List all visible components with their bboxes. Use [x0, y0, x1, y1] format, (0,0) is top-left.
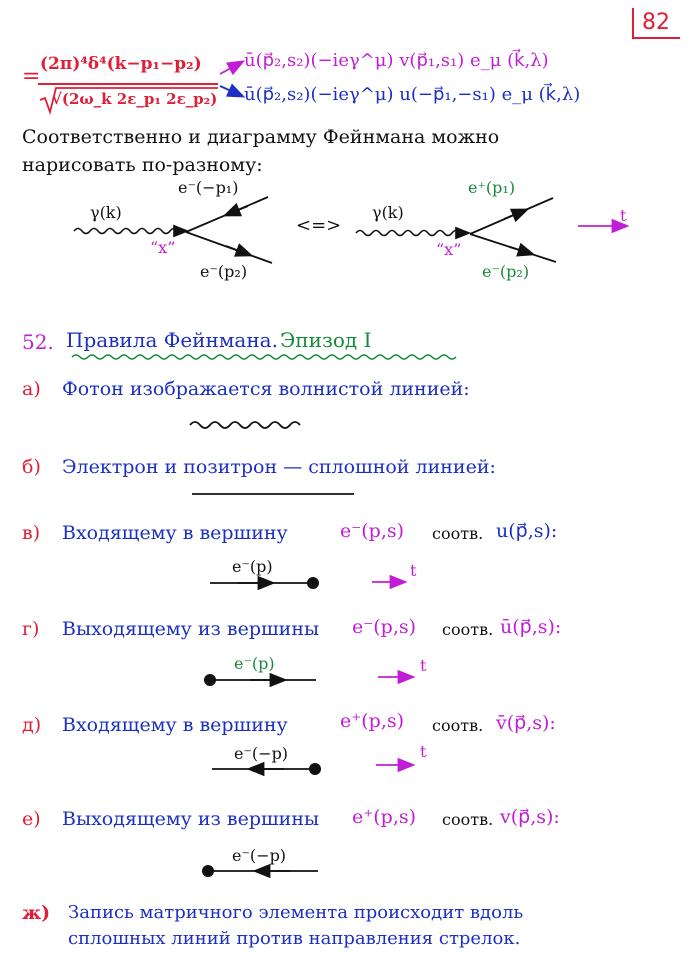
section-title-underline	[72, 355, 456, 359]
rule-d-corr: соотв.	[432, 716, 484, 735]
rule-v-corr: соотв.	[432, 524, 484, 543]
right-photon-wavy-line	[356, 231, 460, 236]
rule-e-corr: соотв.	[442, 810, 494, 829]
rule-zh-letter: ж)	[22, 902, 51, 924]
diagram-right-photon-label: γ(k)	[372, 203, 404, 222]
rule-b-letter: б)	[22, 456, 41, 478]
rule-g-corr: соотв.	[442, 620, 494, 639]
rule-a-text: Фотон изображается волнистой линией:	[62, 378, 470, 400]
equivalence-symbol: <=>	[296, 215, 342, 236]
rule-e-particle: e⁺(p,s)	[352, 806, 417, 828]
diagram-left-vertex-label: “x”	[150, 238, 176, 257]
equals-sign: =	[22, 64, 41, 89]
section-episode: Эпизод I	[280, 328, 372, 352]
formula-numerator: (2π)⁴δ⁴(k−p₁−p₂)	[40, 54, 202, 74]
left-top-fermion-arrow	[226, 206, 248, 215]
rule-e-line-label: e⁻(−p)	[232, 846, 287, 865]
rule-d-spinor: v̄(p⃗,s):	[496, 712, 556, 734]
time-arrow-label: t	[620, 206, 627, 225]
rule-v-time-label: t	[410, 561, 417, 580]
rule-v-line-label: e⁻(p)	[232, 557, 273, 576]
rule-v-particle: e⁻(p,s)	[340, 520, 405, 542]
rule-d-vertex	[309, 763, 321, 775]
formula-term-bottom: ū(p⃗₂,s₂)(−ieγ^μ) u(−p⃗₁,−s₁) e_μ (k⃗,λ)	[244, 84, 581, 105]
formula-denominator: √(2ω_k 2ε_p₁ 2ε_p₂)	[52, 90, 218, 108]
diagram-left-bottom-electron-label: e⁻(p₂)	[200, 262, 248, 281]
diagram-left-top-electron-label: e⁻(−p₁)	[178, 178, 239, 197]
branch-arrow-bottom	[220, 86, 242, 96]
sqrt-sign	[40, 88, 218, 112]
diagram-right-vertex-label: “x”	[436, 240, 462, 259]
rule-e-spinor: v(p⃗,s):	[500, 806, 560, 828]
rule-d-particle: e⁺(p,s)	[340, 710, 405, 732]
rule-v-vertex	[307, 577, 319, 589]
page-number: 82	[632, 8, 680, 39]
rule-g-letter: г)	[22, 618, 40, 640]
rule-d-line-label: e⁻(−p)	[234, 744, 289, 763]
intro-line-2: нарисовать по-разному:	[22, 154, 263, 176]
rule-v-spinor: u(p⃗,s):	[496, 520, 558, 542]
left-bottom-fermion-arrow	[226, 246, 250, 255]
rule-zh-text-line-2: сплошных линий против направления стрелок.	[68, 928, 521, 949]
intro-line-1: Соответственно и диаграмму Фейнмана можно	[22, 126, 500, 148]
rule-e-letter: е)	[22, 808, 41, 830]
rule-d-time-label: t	[420, 742, 427, 761]
rule-g-spinor: ū(p⃗,s):	[500, 616, 562, 638]
right-top-fermion-arrow	[504, 210, 526, 219]
diagram-right-bottom-electron-label: e⁻(p₂)	[482, 262, 530, 281]
rule-g-text: Выходящему из вершины	[62, 618, 320, 640]
rule-g-line-label: e⁻(p)	[234, 654, 275, 673]
rule-e-text: Выходящему из вершины	[62, 808, 320, 830]
rule-a-letter: а)	[22, 378, 41, 400]
section-title: Правила Фейнмана.	[66, 328, 278, 352]
section-number: 52.	[22, 330, 54, 354]
rule-b-text: Электрон и позитрон — сплошной линией:	[62, 456, 496, 478]
rule-d-letter: д)	[22, 714, 42, 736]
rule-g-time-label: t	[420, 656, 427, 675]
photon-wavy-sample	[190, 422, 300, 428]
rule-d-text: Входящему в вершину	[62, 714, 288, 736]
diagram-right-top-positron-label: e⁺(p₁)	[468, 178, 516, 197]
rule-g-particle: e⁻(p,s)	[352, 616, 417, 638]
left-photon-wavy-line	[74, 229, 178, 234]
formula-term-top: ū(p⃗₂,s₂)(−ieγ^μ) v(p⃗₁,s₁) e_μ (k⃗,λ)	[244, 50, 549, 71]
rule-v-letter: в)	[22, 522, 41, 544]
right-bottom-fermion-arrow	[510, 247, 532, 254]
diagram-left-photon-label: γ(k)	[90, 203, 122, 222]
branch-arrow-top	[220, 62, 242, 74]
rule-v-text: Входящему в вершину	[62, 522, 288, 544]
rule-zh-text-line-1: Запись матричного элемента происходит вдоль	[68, 902, 524, 923]
